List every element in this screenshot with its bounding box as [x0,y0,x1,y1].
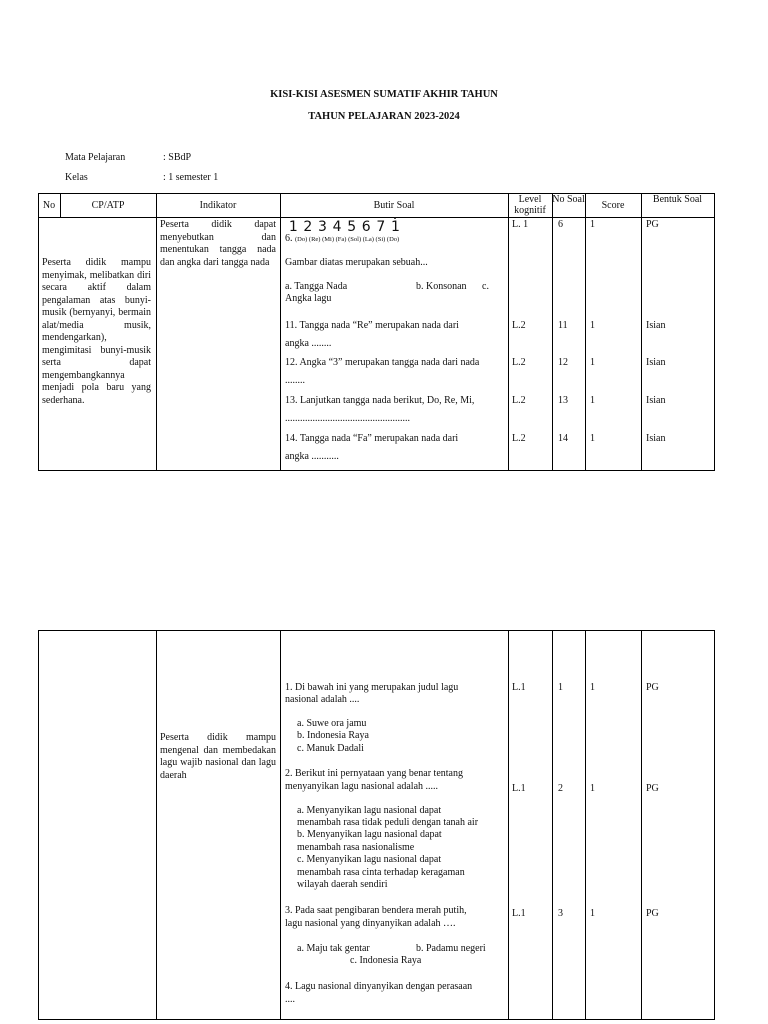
notation-digit: 1 [288,219,298,235]
question-6-option-b: b. Konsonan [416,281,467,292]
score-cell: 1 [590,320,595,331]
document-title: KISI-KISI ASESMEN SUMATIF AKHIR TAHUN [270,89,498,100]
notation-digit: 6 [361,219,371,235]
question-type-cell: PG [646,783,659,794]
question-3-option-a: a. Maju tak gentar [297,943,370,954]
subject-value: : SBdP [163,152,192,163]
question-13-line-2: .................................................. [285,413,410,424]
header-bentuk-soal: Bentuk Soal [652,194,703,205]
score-cell: 1 [590,783,595,794]
question-12-line-1: 12. Angka “3” merupakan tangga nada dari nada [285,357,480,368]
notation-digit: 7 [376,219,386,235]
question-1-option-a: a. Suwe ora jamu [297,718,367,729]
score-cell: 1 [590,433,595,444]
question-2-line-1: 2. Berikut ini pernyataan yang benar tentang [285,768,463,779]
notation-syllable: (Sol) [348,236,363,243]
question-2-option-b-line-1: b. Menyanyikan lagu nasional dapat [297,829,442,840]
notation-digit: 3 [318,219,327,235]
header-indikator: Indikator [199,200,237,211]
question-6-row [285,233,399,246]
cp-atp-description: Peserta didik mampu menyimak, melibatkan diri secara aktif dalam pengalaman atas bunyi-musik (bernyanyi, bermain alat/media musik, mendengarkan), mengimitasi bunyi-musik serta dapat mengembangkannya menjadi pola baru yang sederhana. [42,257,151,406]
question-6-option-c-text: Angka lagu [285,293,332,304]
header-no-soal: No Soal [552,194,585,205]
question-2-option-c-line-1: c. Menyanyikan lagu nasional dapat [297,854,442,865]
question-number-cell: 1 [558,682,563,693]
question-2-option-a-line-1: a. Menyanyikan lagu nasional dapat [297,805,442,816]
question-11-line-2: angka ........ [285,338,332,349]
question-number-cell: 2 [558,783,563,794]
header-score: Score [601,200,625,211]
score-cell: 1 [590,219,595,230]
header-cp-atp: CP/ATP [91,200,125,211]
notation-syllable: (La) [362,236,376,243]
question-6-number: 6. [285,233,293,244]
score-cell: 1 [590,682,595,693]
question-type-cell: Isian [646,357,666,368]
level-cell: L.1 [512,908,526,919]
header-level-kognitif: Level kognitif [514,194,546,216]
level-cell: L.1 [512,783,526,794]
score-cell: 1 [590,395,595,406]
question-number-cell: 12 [558,357,568,368]
notation-digit: 2 [303,219,313,235]
question-type-cell: Isian [646,395,666,406]
question-number-cell: 14 [558,433,568,444]
question-number-cell: 13 [558,395,568,406]
question-3-line-2: lagu nasional yang dinyanyikan adalah …. [285,918,456,929]
question-number-cell: 6 [558,219,563,230]
question-1-line-2: nasional adalah .... [285,694,360,705]
notation-syllable: (Do) [295,236,309,243]
question-1-option-c: c. Manuk Dadali [297,743,364,754]
question-14-line-2: angka ........... [285,451,339,462]
subject-label: Mata Pelajaran [65,152,126,163]
question-13-line-1: 13. Lanjutkan tangga nada berikut, Do, Re, Mi, [285,395,475,406]
notation-syllable: (Mi) [322,236,336,243]
question-type-cell: PG [646,219,659,230]
question-2-line-2: menyanyikan lagu nasional adalah ..... [285,781,439,792]
header-butir-soal: Butir Soal [373,200,415,211]
level-cell: L.2 [512,433,526,444]
notation-digit: 5 [347,219,357,235]
question-6-option-a: a. Tangga Nada [285,281,348,292]
notation-digit: 4 [332,219,342,235]
level-cell: L.1 [512,682,526,693]
question-2-option-b-line-2: menambah rasa nasionalisme [297,842,415,853]
question-4-line-2: .... [285,994,295,1005]
score-cell: 1 [590,908,595,919]
question-1-option-b: b. Indonesia Raya [297,730,369,741]
question-2-option-c-line-3: wilayah daerah sendiri [297,879,388,890]
question-11-line-1: 11. Tangga nada “Re” merupakan nada dari [285,320,459,331]
document-subtitle: TAHUN PELAJARAN 2023-2024 [308,111,460,122]
notation-syllable: (Re) [308,236,323,243]
indikator-lagu-nasional: Peserta didik mampu mengenal dan membedakan lagu wajib nasional dan lagu daerah [160,732,276,781]
question-3-line-1: 3. Pada saat pengibaran bendera merah putih, [285,905,467,916]
level-cell: L.2 [512,320,526,331]
question-14-line-1: 14. Tangga nada “Fa” merupakan nada dari [285,433,459,444]
high-octave-dot [394,217,396,219]
question-4-line-1: 4. Lagu nasional dinyanyikan dengan perasaan [285,981,473,992]
notation-syllable: (Do) [386,236,400,243]
level-cell: L.2 [512,357,526,368]
question-type-cell: PG [646,682,659,693]
notation-syllable: (Si) [375,236,387,243]
level-cell: L. 1 [512,219,529,230]
number-notation-figure [286,220,403,234]
question-12-line-2: ........ [285,375,305,386]
question-2-option-c-line-2: menambah rasa cinta terhadap keragaman [297,867,465,878]
question-number-cell: 11 [558,320,568,331]
level-cell: L.2 [512,395,526,406]
notation-digit: 1 [390,219,400,235]
question-6-text: Gambar diatas merupakan sebuah... [285,257,428,268]
score-cell: 1 [590,357,595,368]
class-label: Kelas [65,172,88,183]
question-6-option-c: c. [482,281,489,292]
question-2-option-a-line-2: menambah rasa tidak peduli dengan tanah air [297,817,479,828]
notation-syllable: (Fa) [335,236,349,243]
question-3-option-b: b. Padamu negeri [416,943,486,954]
class-value: : 1 semester 1 [163,172,219,183]
question-type-cell: PG [646,908,659,919]
header-no: No [42,200,56,211]
question-1-line-1: 1. Di bawah ini yang merupakan judul lagu [285,682,459,693]
question-type-cell: Isian [646,320,666,331]
indikator-tangga-nada: Peserta didik dapat menyebutkan dan menentukan tangga nada dan angka dari tangga nada [160,219,276,268]
question-number-cell: 3 [558,908,563,919]
question-3-option-c: c. Indonesia Raya [350,955,422,966]
question-type-cell: Isian [646,433,666,444]
